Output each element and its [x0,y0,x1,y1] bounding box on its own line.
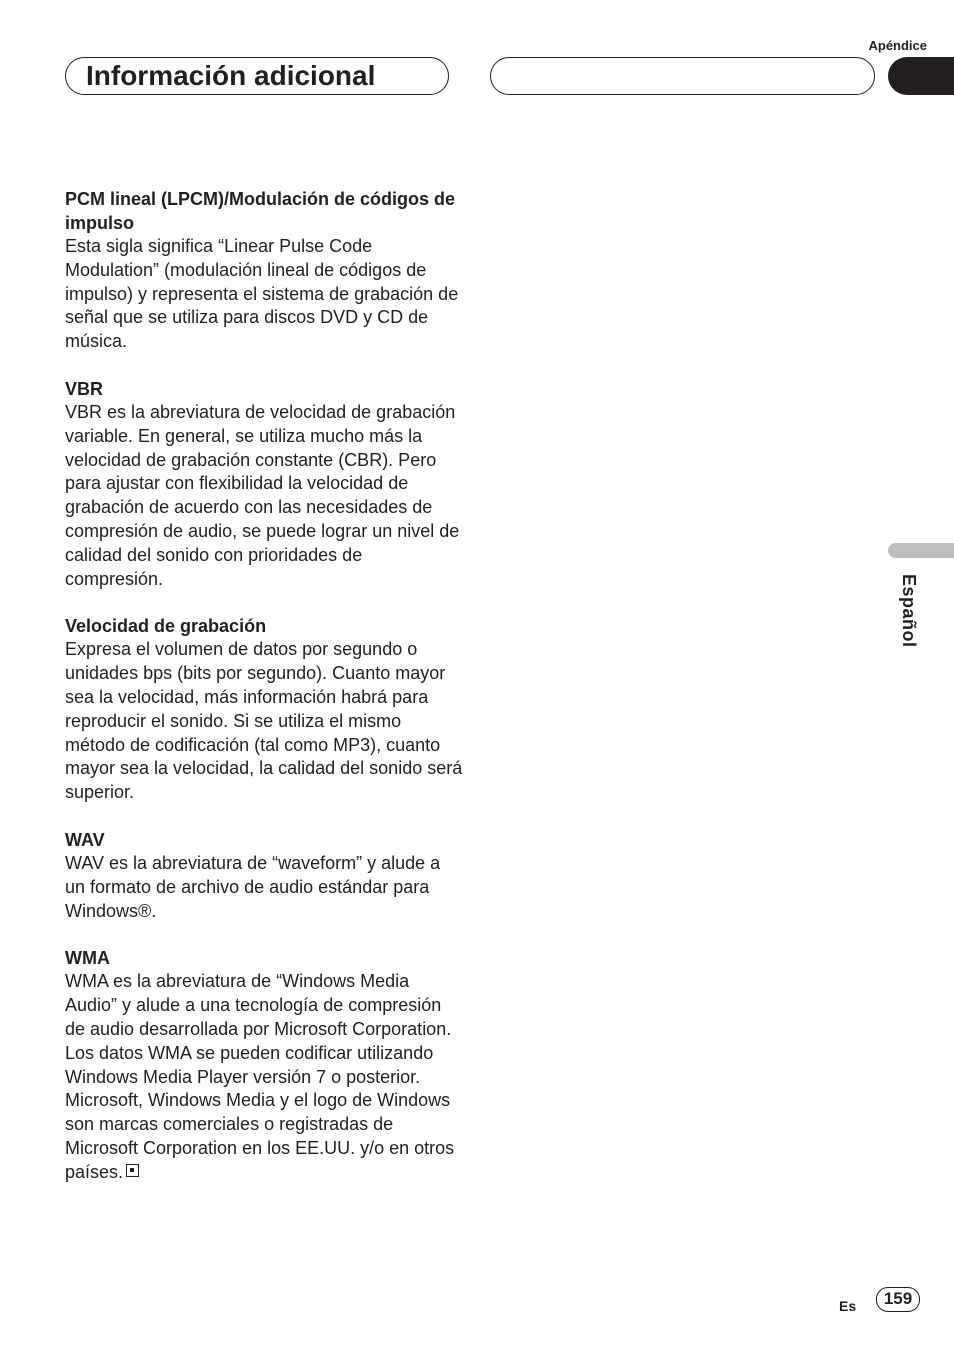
entry-paragraph: Expresa el volumen de datos por segundo o unidades bps (bits por segundo). Cuanto mayor sea la velocidad, más información habrá para reproducir el sonido. Si se utiliza el mismo método de codificación (tal como MP3), cuanto mayor sea la velocidad, la calidad del sonido será superior. [65,639,463,803]
entry-wma [65,946,465,1184]
entry-term: WAV [65,829,105,850]
content-column [65,187,465,1208]
entry-term: WMA [65,948,110,969]
entry-paragraph: WAV es la abreviatura de “waveform” y alude a un formato de archivo de audio estándar para Windows®. [65,852,441,921]
entry-paragraph: WMA es la abreviatura de “Windows Media Audio” y alude a una tecnología de compresión de audio desarrollada por Microsoft Corporation. Los datos WMA se pueden codificar utilizando Windows Media Player versión 7 o posterior. [65,971,452,1087]
entry-paragraph-last [65,1089,465,1184]
entry-term: PCM lineal (LPCM)/Modulación de códigos de impulso [65,189,456,233]
entry-lpcm [65,187,465,354]
entry-term: Velocidad de grabación [65,616,267,637]
entry-paragraph: Esta sigla significa “Linear Pulse Code Modulation” (modulación lineal de códigos de impulso) y representa el sistema de grabación de señal que se utiliza para discos DVD y CD de música. [65,236,459,352]
language-tab-bar [888,543,954,558]
language-tab-label: Español [899,574,919,648]
entry-vbr [65,377,465,591]
end-of-section-icon [126,1164,139,1177]
title-box [65,57,449,95]
header-empty-box [490,57,875,95]
page-title: Información adicional [86,60,376,91]
appendix-label: Apéndice [868,38,927,53]
entry-wav [65,828,465,923]
entry-bitrate [65,614,465,805]
entry-paragraph-text: Microsoft, Windows Media y el logo de Windows son marcas comerciales o registradas de Microsoft Corporation en los EE.UU. y/o en otros países. [65,1090,455,1182]
page-number: 159 [876,1287,920,1312]
footer-language-code: Es [839,1298,857,1314]
header-black-tab [888,57,954,95]
entry-term: VBR [65,378,104,399]
entry-paragraph: VBR es la abreviatura de velocidad de grabación variable. En general, se utiliza mucho más la velocidad de grabación constante (CBR). Pero para ajustar con flexibilidad la velocidad de grabación de acuerdo con las necesidades de compresión de audio, se puede lograr un nivel de calidad del sonido con prioridades de compresión. [65,401,460,589]
